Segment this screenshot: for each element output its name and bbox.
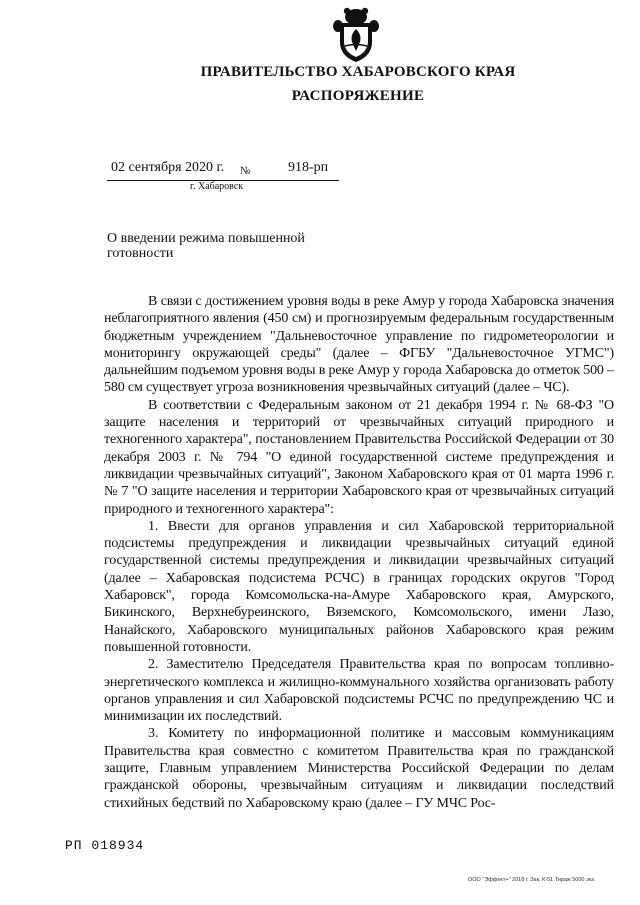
- body-paragraph-item-3: 3. Комитету по информационной политике и массовым коммуникациям Правительства края совместно с комитетом Правительства края по гражданской защите, Главным управлением Министерства Российской Федерации по делам гражданской обороны, чрезвычайным ситуациям и ликвидации последствий стихийных бедствий по Хабаровскому краю (далее – ГУ МЧС Рос-: [104, 726, 614, 811]
- body-paragraph-item-2: 2. Заместителю Председателя Правительства края по вопросам топливно-энергетического комплекса и жилищно-коммунального хозяйства организовать работу органов управления и сил Хабаровской подсистемы РСЧС по предупреждению ЧС и минимизации их последствий.: [104, 657, 614, 725]
- form-serial-number: РП 018934: [65, 838, 145, 853]
- body-paragraph-item-1: 1. Ввести для органов управления и сил Хабаровской территориальной подсистемы предупреждения и ликвидации чрезвычайных ситуаций единой государственной системы предупреждения и ликвидации чрезвычайных ситуаций (далее – Хабаровская подсистема РСЧС) в границах городских округов "Город Хабаровск", города Комсомольска-на-Амуре Хабаровского края, Амурского, Бикинского, Верхнебуреинского, Вяземского, Комсомольского, имени Лазо, Нанайского, Хабаровского муниципальных районов Хабаровского края режим повышенной готовности.: [104, 518, 614, 655]
- document-date-line: [107, 160, 339, 181]
- document-body: [104, 293, 614, 812]
- document-subject: О введении режима повышенной готовности: [107, 231, 305, 261]
- document-date: 02 сентября 2020 г.: [111, 160, 225, 175]
- organization-title: ПРАВИТЕЛЬСТВО ХАБАРОВСКОГО КРАЯ: [200, 64, 516, 80]
- body-paragraph-preamble: В связи с достижением уровня воды в реке Амур у города Хабаровска значения неблагоприятного явления (450 см) и прогнозируемым федеральным государственным бюджетным учреждением "Дальневосточное управление по гидрометеорологии и мониторингу окружающей среды" (далее – ФГБУ "Дальневосточное УГМС") дальнейшим подъемом уровня воды в реке Амур у города Хабаровска до отметок 500 – 580 см существует угроза возникновения чрезвычайных ситуаций (далее – ЧС).: [104, 294, 614, 396]
- body-paragraph-legal-basis: В соответствии с Федеральным законом от 21 декабря 1994 г. № 68-ФЗ "О защите населения и территорий от чрезвычайных ситуаций природного и техногенного характера", постановлением Правительства Российской Федерации от 30 декабря 2003 г. № 794 "О единой государственной системе предупреждения и ликвидации чрезвычайных ситуаций", Законом Хабаровского края от 01 марта 1996 г. № 7 "О защите населения и территории Хабаровского края от чрезвычайных ситуаций природного и техногенного характера":: [104, 397, 614, 517]
- printer-imprint: ООО "Эффект+" 2018 г. Зак. К-51 Тираж 5000 экз.: [468, 877, 596, 883]
- document-number: 918-рп: [288, 160, 329, 175]
- document-city: г. Хабаровск: [190, 181, 244, 192]
- khabarovsk-coat-of-arms-icon: [331, 6, 381, 64]
- document-type: РАСПОРЯЖЕНИЕ: [291, 88, 425, 104]
- number-sign: №: [240, 165, 251, 177]
